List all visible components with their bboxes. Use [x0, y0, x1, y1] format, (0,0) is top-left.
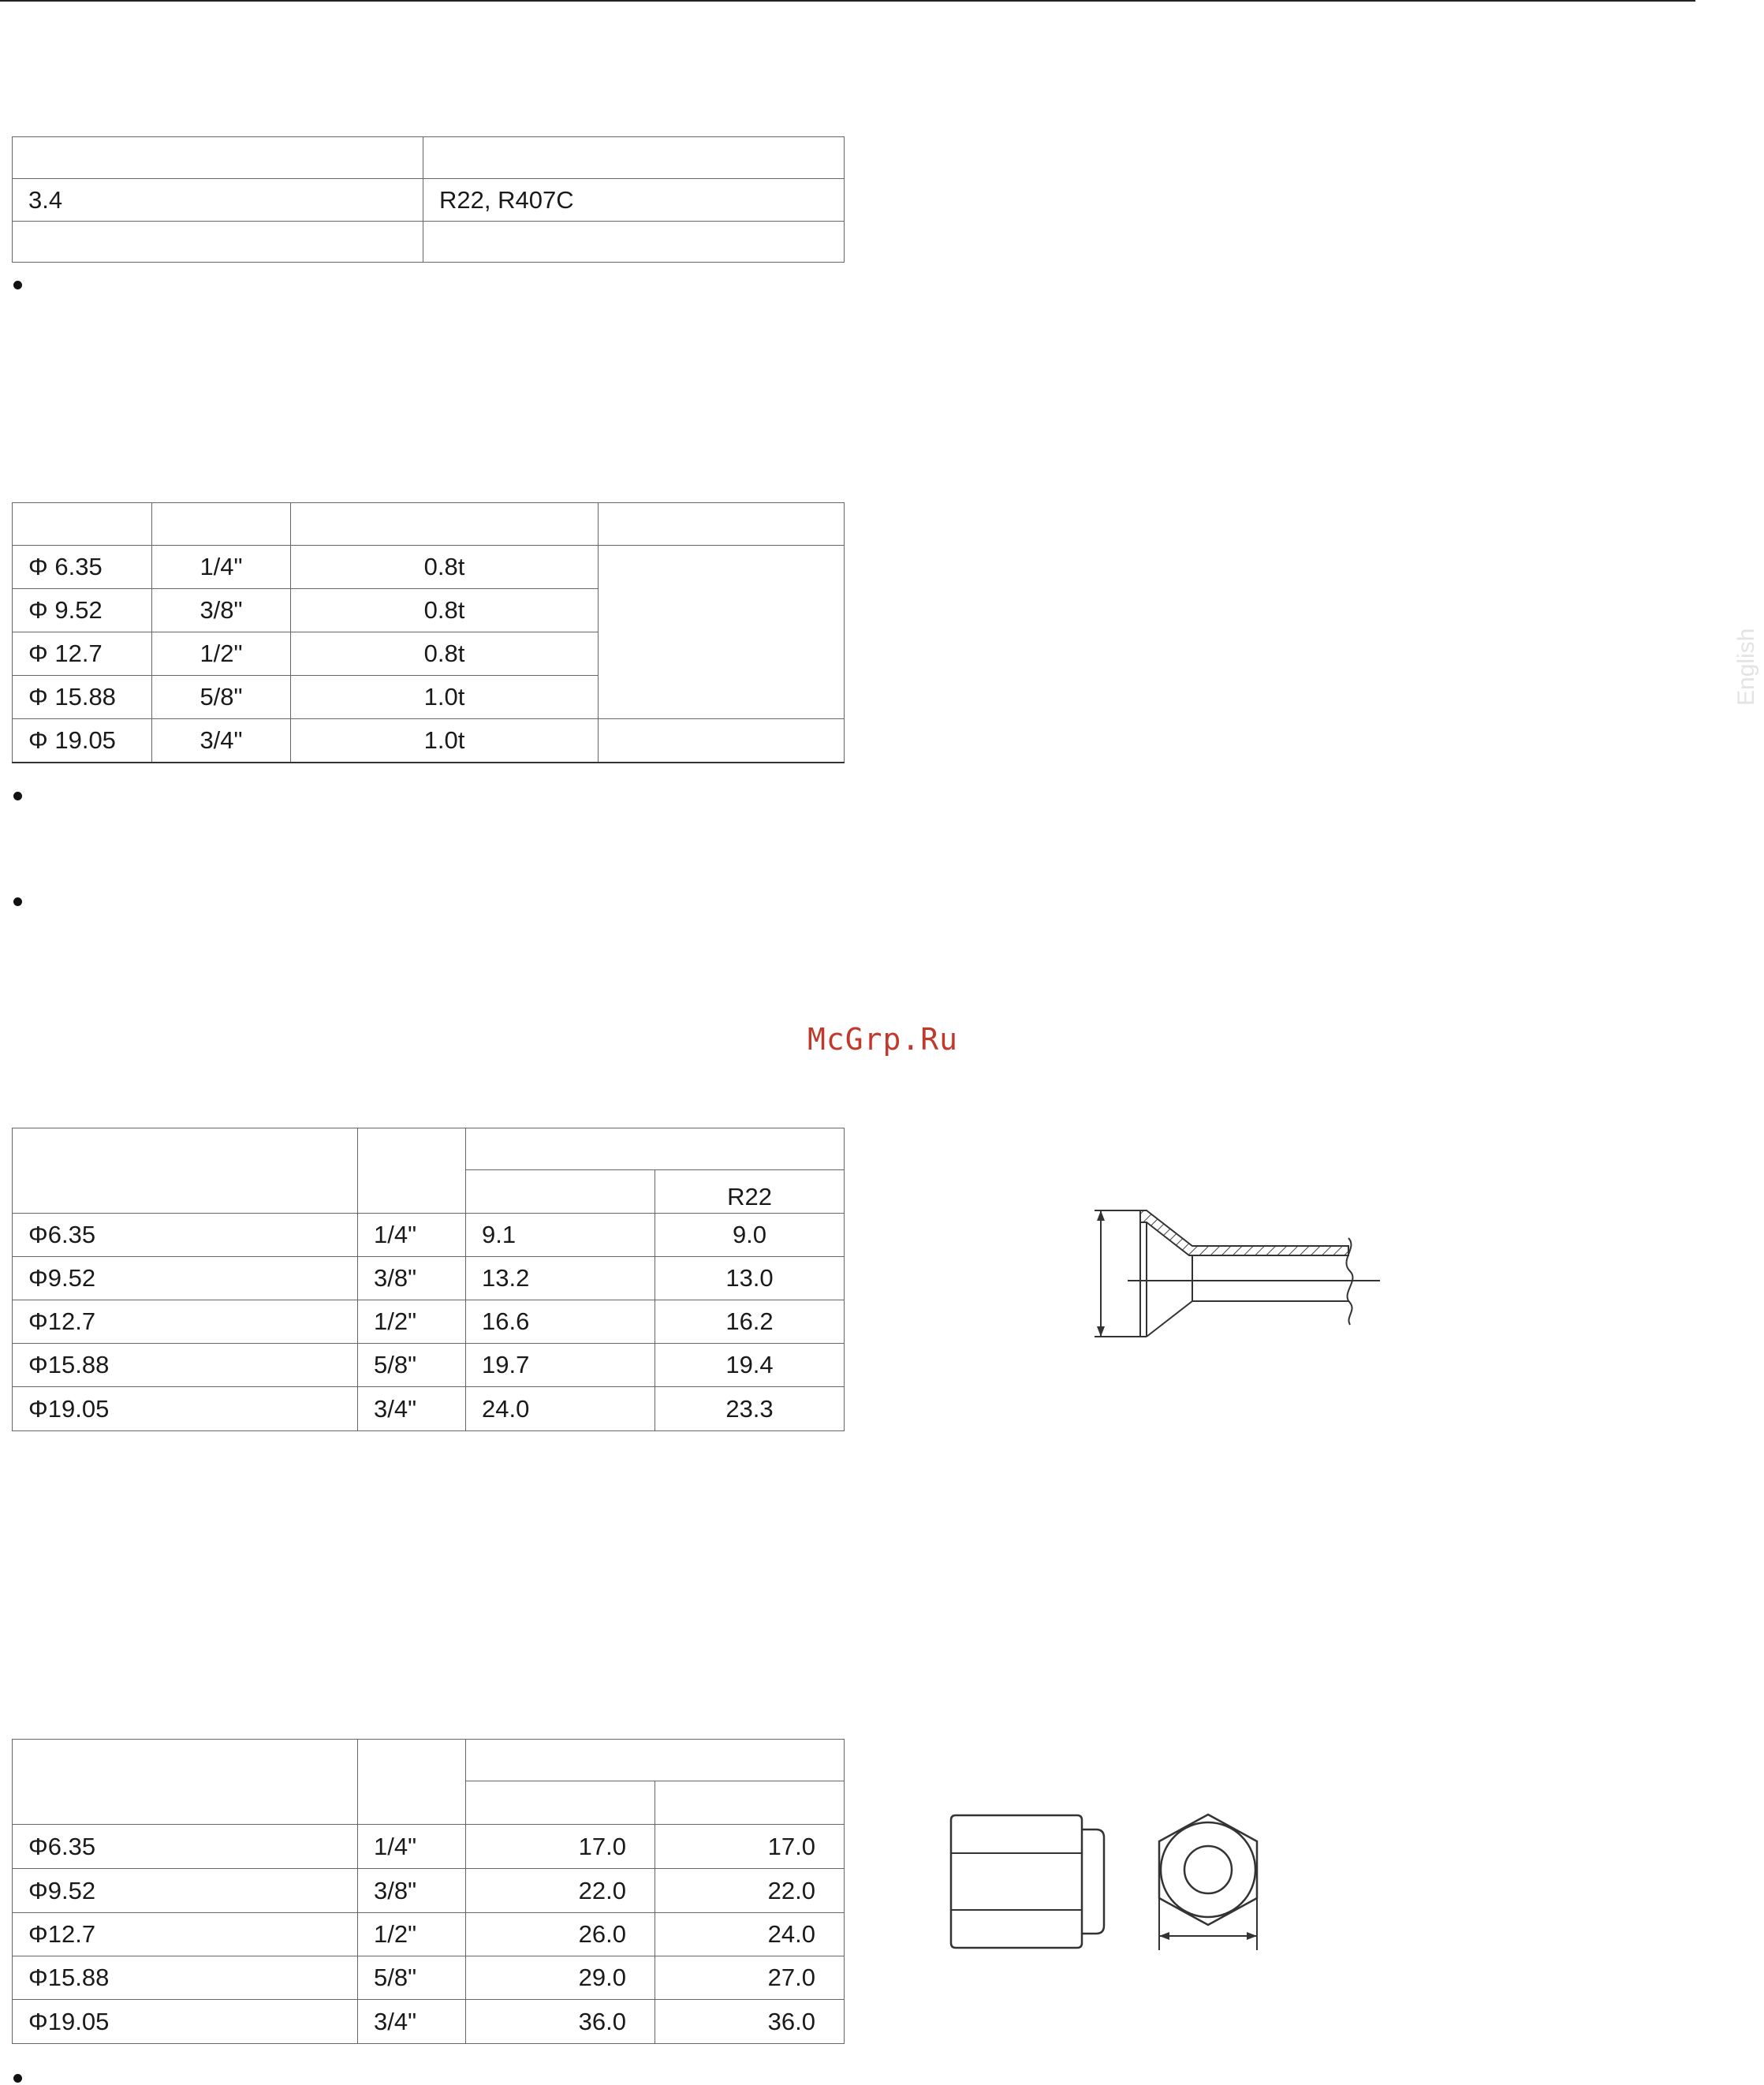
flare-nut-front-view: [1151, 1810, 1270, 1960]
table-cell: 3.4: [13, 179, 423, 222]
table-row: [13, 1300, 845, 1344]
table-header-row: [13, 1740, 845, 1781]
table-row: [13, 1825, 845, 1869]
table-cell: Φ9.52: [13, 1869, 358, 1913]
bullet: [13, 792, 22, 800]
table-cell: Φ12.7: [13, 1300, 358, 1344]
table-cell: Φ 6.35: [13, 546, 152, 589]
table-cell: Φ9.52: [13, 1257, 358, 1300]
table-cell: 3/4": [152, 719, 291, 763]
table-cell: 23.3: [655, 1387, 845, 1431]
table-cell: 0.8t: [291, 589, 599, 632]
table-cell: Φ 12.7: [13, 632, 152, 676]
table-cell: 3/8": [358, 1257, 466, 1300]
header-cell: [152, 503, 291, 546]
table-row: [13, 1913, 845, 1956]
table-cell: 0.8t: [291, 632, 599, 676]
table-cell: 1/4": [152, 546, 291, 589]
table-cell: 16.2: [655, 1300, 845, 1344]
table-header-row: [13, 503, 845, 546]
table-cell: 9.0: [655, 1214, 845, 1257]
table-cell: 13.0: [655, 1257, 845, 1300]
bullet: [13, 281, 22, 289]
table-row: [13, 1214, 845, 1257]
table-cell: 3/8": [152, 589, 291, 632]
header-cell: [358, 1740, 466, 1825]
table-cell: 0.8t: [291, 546, 599, 589]
table-cell: 16.6: [466, 1300, 655, 1344]
flare-pipe-diagram: [1088, 1199, 1388, 1348]
table-cell: 1.0t: [291, 719, 599, 763]
table-cell: 1/4": [358, 1214, 466, 1257]
table-cell: 36.0: [655, 2000, 845, 2044]
table-row: [13, 1387, 845, 1431]
table-header-row: [13, 1128, 845, 1170]
table-cell: R22, R407C: [423, 179, 845, 222]
table-cell: 1/2": [152, 632, 291, 676]
table-cell: 1/2": [358, 1913, 466, 1956]
refrigerant-table: [12, 136, 845, 263]
table-cell: [423, 222, 845, 263]
flare-nut-table: [12, 1739, 845, 2044]
header-cell: [13, 503, 152, 546]
table-cell: [599, 719, 845, 763]
table-cell: Φ15.88: [13, 1956, 358, 2000]
table-cell: 24.0: [466, 1387, 655, 1431]
watermark: McGrp.Ru: [807, 1022, 959, 1057]
header-cell: [358, 1128, 466, 1214]
table-cell: 9.1: [466, 1214, 655, 1257]
table-cell: Φ6.35: [13, 1214, 358, 1257]
table-cell: 17.0: [655, 1825, 845, 1869]
table-cell: 5/8": [358, 1956, 466, 2000]
table-cell: 13.2: [466, 1257, 655, 1300]
table-cell: 27.0: [655, 1956, 845, 2000]
header-cell: [291, 503, 599, 546]
header-cell: [655, 1781, 845, 1825]
table-cell: 22.0: [655, 1869, 845, 1913]
header-cell: [13, 1128, 358, 1214]
table-cell: Φ6.35: [13, 1825, 358, 1869]
table-row: [13, 1257, 845, 1300]
table-cell: 36.0: [466, 2000, 655, 2044]
table-row: [13, 137, 845, 179]
table-row: [13, 719, 845, 763]
table-row: [13, 546, 845, 589]
table-cell: 3/8": [358, 1869, 466, 1913]
bullet: [13, 897, 22, 906]
table-row: [13, 179, 845, 222]
table-cell: 5/8": [358, 1344, 466, 1387]
table-row: [13, 1344, 845, 1387]
top-rule: [0, 0, 1695, 2]
table-row: [13, 222, 845, 263]
table-row: [13, 1956, 845, 2000]
table-cell: 1.0t: [291, 676, 599, 719]
header-cell: [466, 1740, 845, 1781]
table-cell: [13, 222, 423, 263]
table-cell: 29.0: [466, 1956, 655, 2000]
table-cell: 19.4: [655, 1344, 845, 1387]
table-cell: 26.0: [466, 1913, 655, 1956]
table-cell: Φ19.05: [13, 2000, 358, 2044]
table-cell: Φ19.05: [13, 1387, 358, 1431]
header-cell: [466, 1781, 655, 1825]
header-cell: [599, 503, 845, 546]
table-cell: Φ 9.52: [13, 589, 152, 632]
table-cell: [423, 137, 845, 179]
table-row: [13, 1869, 845, 1913]
table-cell: 3/4": [358, 2000, 466, 2044]
table-cell: 1/2": [358, 1300, 466, 1344]
pipe-thickness-table: [12, 502, 845, 763]
flare-nut-side-view: [946, 1814, 1112, 1956]
table-cell: 1/4": [358, 1825, 466, 1869]
table-cell: 3/4": [358, 1387, 466, 1431]
table-cell: 24.0: [655, 1913, 845, 1956]
header-cell: [466, 1128, 845, 1170]
table-cell: [13, 137, 423, 179]
table-cell: Φ15.88: [13, 1344, 358, 1387]
table-cell: 17.0: [466, 1825, 655, 1869]
table-cell: Φ 19.05: [13, 719, 152, 763]
side-language-label: English: [1733, 628, 1759, 706]
header-cell: [466, 1170, 655, 1214]
table-cell: 19.7: [466, 1344, 655, 1387]
flared-pipe-wall: [1140, 1210, 1348, 1337]
refrigerant-header-cell: R22: [655, 1170, 845, 1214]
header-cell: [13, 1740, 358, 1825]
flare-dimension-table: [12, 1128, 845, 1431]
bullet: [13, 2074, 22, 2083]
table-cell: 5/8": [152, 676, 291, 719]
table-cell: Φ12.7: [13, 1913, 358, 1956]
dimension-line: [1095, 1210, 1143, 1337]
table-row: [13, 2000, 845, 2044]
table-cell: 22.0: [466, 1869, 655, 1913]
table-cell: Φ 15.88: [13, 676, 152, 719]
merged-cell: [599, 546, 845, 719]
